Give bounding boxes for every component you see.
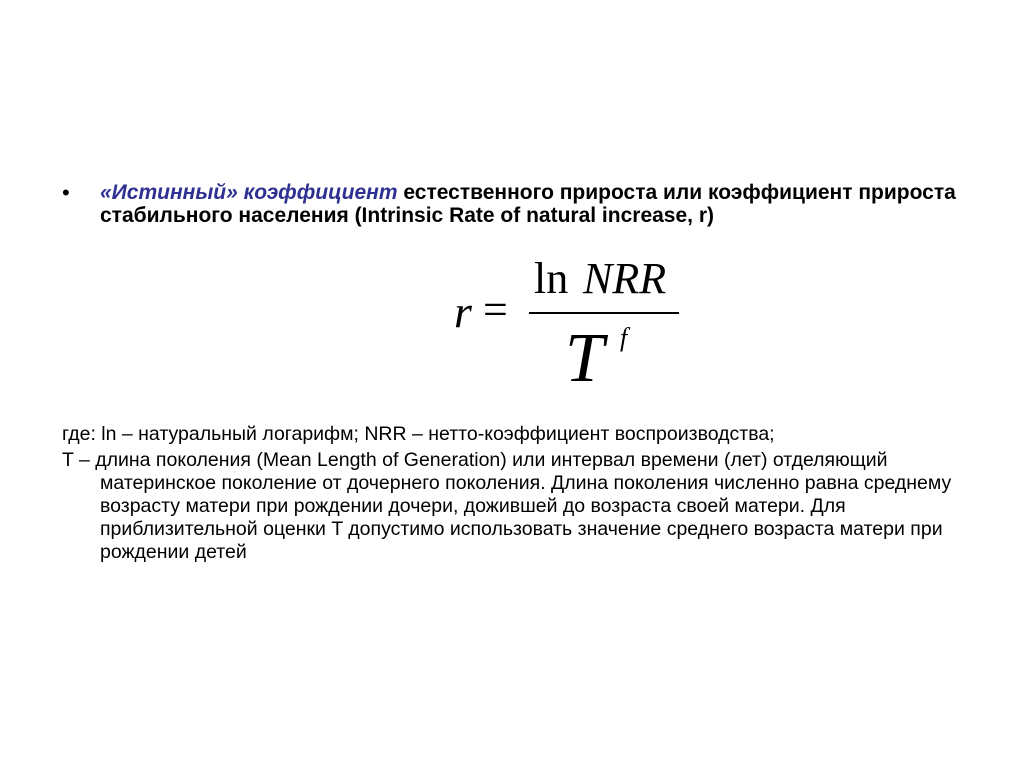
formula-lhs: r <box>454 286 472 337</box>
intrinsic-rate-formula <box>450 252 690 402</box>
formula-ln: ln <box>534 254 569 303</box>
bullet-emphasis: «Истинный» коэффициент <box>100 181 398 204</box>
definitions <box>62 423 982 564</box>
formula-nrr: NRR <box>583 254 667 303</box>
formula-equals: = <box>483 285 508 334</box>
formula-superscript: f <box>620 323 628 352</box>
formula-denominator: T <box>565 320 604 397</box>
where-line: где: ln – натуральный логарифм; NRR – нетто-коэффициент воспроизводства; <box>62 423 775 445</box>
fraction-bar <box>529 312 679 314</box>
t-definition: T – длина поколения (Mean Length of Generation) или интервал времени (лет) отделяющий материнское поколение от дочернего поколения. Длина поколения численно равна среднему возрасту матери при рождении дочери, дожившей до возраста своей матери. Для приблизительной оценки T допустимо использовать значение среднего возраста матери при рождении детей <box>62 449 952 563</box>
bullet-marker: • <box>62 180 70 205</box>
bullet-text <box>100 181 960 227</box>
bullet-rest: естественного прироста или коэффициент прироста стабильного населения (Intrinsic Rate of natural increase, r) <box>100 181 956 227</box>
